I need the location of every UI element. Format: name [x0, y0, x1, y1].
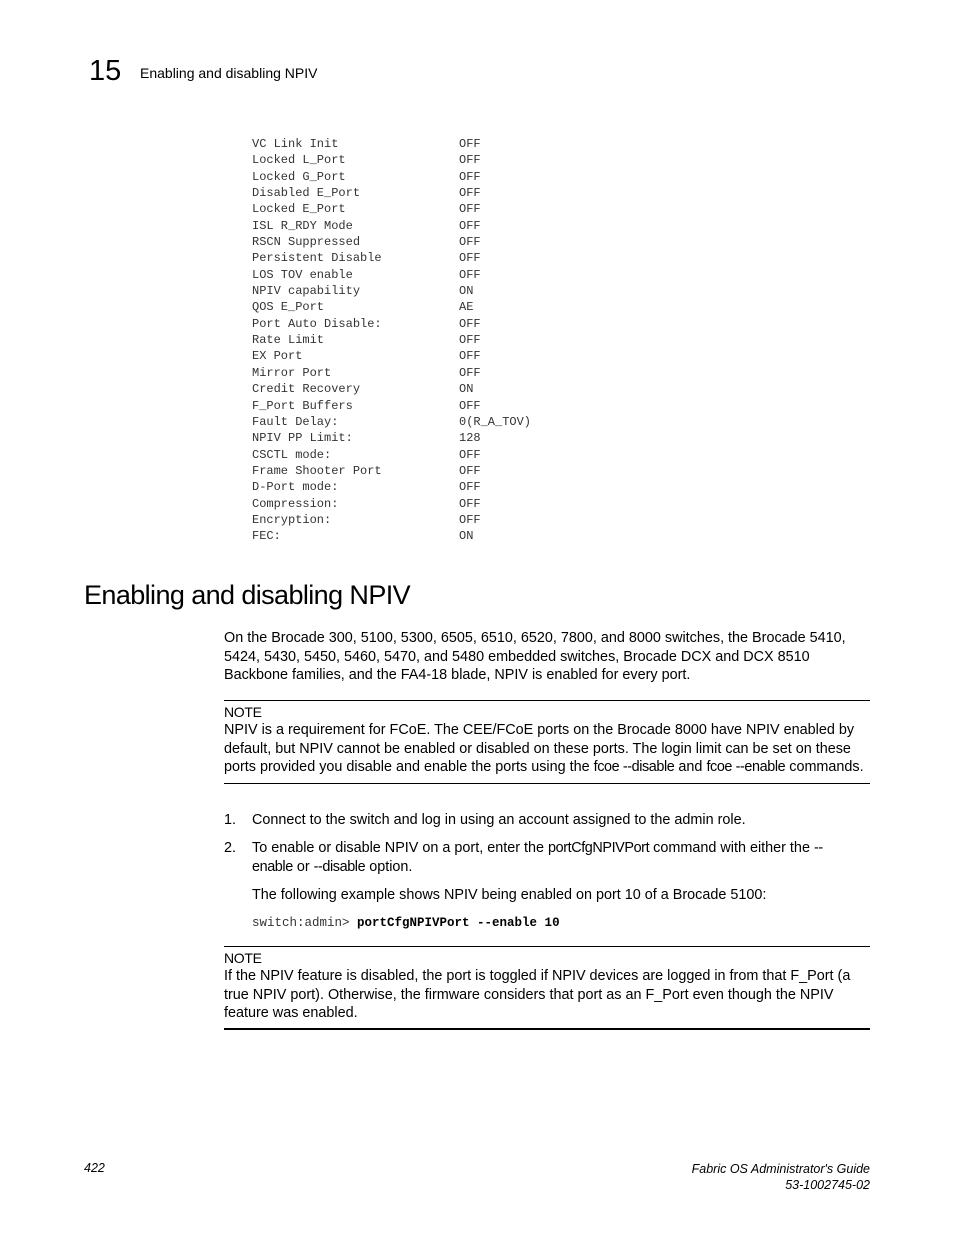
command-fcoe-disable: fcoe --disable — [593, 759, 675, 776]
config-key: FEC: — [252, 529, 281, 544]
config-value: OFF — [459, 267, 481, 282]
chapter-title: Enabling and disabling NPIV — [140, 65, 318, 81]
step-text-part: command with either the — [649, 840, 814, 856]
config-key: CSCTL mode: — [252, 447, 332, 462]
config-value: OFF — [459, 398, 481, 413]
note-text-part: and — [674, 759, 707, 776]
example-code — [252, 914, 560, 932]
config-value: OFF — [459, 447, 481, 462]
guide-title: Fabric OS Administrator's Guide — [691, 1162, 870, 1176]
config-key: Rate Limit — [252, 333, 325, 348]
config-key: Credit Recovery — [252, 382, 361, 397]
config-key: Port Auto Disable: — [252, 316, 382, 331]
note-box — [224, 946, 870, 1030]
cli-command: portCfgNPIVPort --enable 10 — [357, 916, 560, 930]
step-text-part: To enable or disable NPIV on a port, enter the — [252, 840, 548, 856]
config-key: Fault Delay: — [252, 414, 339, 429]
chapter-number: 15 — [89, 55, 122, 87]
note-text — [224, 721, 870, 777]
config-value: OFF — [459, 365, 481, 380]
config-key: Persistent Disable — [252, 251, 382, 266]
config-value: OFF — [459, 153, 481, 168]
config-key: Frame Shooter Port — [252, 463, 382, 478]
config-value: OFF — [459, 463, 481, 478]
step-number: 1. — [224, 812, 237, 828]
step-text-part: option. — [365, 858, 413, 875]
config-value: ON — [459, 382, 474, 397]
example-intro: The following example shows NPIV being enabled on port 10 of a Brocade 5100: — [252, 887, 767, 903]
config-value: OFF — [459, 316, 481, 331]
config-key: NPIV capability — [252, 284, 361, 299]
note-label: NOTE — [224, 950, 262, 966]
config-value: ON — [459, 284, 474, 299]
config-value: OFF — [459, 218, 481, 233]
page-footer — [692, 1161, 870, 1193]
note-text-part: commands. — [785, 759, 864, 776]
config-key: QOS E_Port — [252, 300, 325, 315]
config-key: ISL R_RDY Mode — [252, 218, 353, 233]
config-key: VC Link Init — [252, 137, 339, 151]
config-value: AE — [459, 300, 474, 315]
config-key: F_Port Buffers — [252, 398, 353, 413]
config-key: Mirror Port — [252, 365, 332, 380]
config-value: OFF — [459, 496, 481, 511]
config-key: NPIV PP Limit: — [252, 431, 353, 446]
config-value: OFF — [459, 333, 481, 348]
note-text-part: NPIV is a requirement for FCoE. The CEE/FCoE ports on the Brocade 8000 have NPIV enabled by default, but NPIV cannot be enabled or disabled on these ports. The login limit can be set on these ports provided you disable and enable the ports using the — [224, 722, 855, 776]
step-text: Connect to the switch and log in using an account assigned to the admin role. — [252, 812, 746, 828]
config-key: Locked G_Port — [252, 169, 346, 184]
config-value: ON — [459, 529, 474, 544]
config-value: OFF — [459, 202, 481, 217]
config-key: Disabled E_Port — [252, 186, 361, 201]
config-key: Locked L_Port — [252, 153, 346, 168]
note-box — [224, 700, 870, 784]
section-title: Enabling and disabling NPIV — [84, 580, 411, 610]
config-value: OFF — [459, 349, 481, 364]
command-portcfgnpivport: portCfgNPIVPort — [548, 840, 650, 856]
config-value: OFF — [459, 137, 481, 151]
step-text-part: or — [292, 858, 314, 875]
config-value: 128 — [459, 431, 481, 446]
doc-number: 53-1002745-02 — [785, 1178, 870, 1192]
config-value: 0(R_A_TOV) — [459, 414, 532, 429]
note-label: NOTE — [224, 704, 262, 720]
config-value: OFF — [459, 235, 481, 250]
config-value: OFF — [459, 186, 481, 201]
config-key: D-Port mode: — [252, 480, 339, 495]
command-fcoe-enable: fcoe --enable — [706, 759, 786, 776]
config-key: EX Port — [252, 349, 303, 364]
note-text: If the NPIV feature is disabled, the port is toggled if NPIV devices are logged in from that F_Port (a true NPIV port). Otherwise, the firmware considers that port as an F_Port even though the NPIV feature was enabled. — [224, 968, 851, 1022]
config-key: LOS TOV enable — [252, 267, 353, 282]
config-key: Locked E_Port — [252, 202, 346, 217]
step-number: 2. — [224, 840, 237, 856]
option-disable: --disable — [313, 858, 366, 875]
config-value: OFF — [459, 480, 481, 495]
config-key: RSCN Suppressed — [252, 235, 361, 250]
cli-prompt: switch:admin> — [252, 916, 358, 930]
config-key: Compression: — [252, 496, 339, 511]
page-number: 422 — [84, 1161, 105, 1175]
config-value: OFF — [459, 169, 481, 184]
config-key: Encryption: — [252, 512, 332, 527]
config-value: OFF — [459, 251, 481, 266]
config-value: OFF — [459, 512, 481, 527]
step-text — [252, 839, 862, 876]
intro-paragraph: On the Brocade 300, 5100, 5300, 6505, 6510, 6520, 7800, and 8000 switches, the Brocade 5410, 5424, 5430, 5450, 5460, 5470, and 5480 embedded switches, Brocade DCX and DCX 8510 Backbone families, and the FA4-18 blade, NPIV is enabled for every port. — [224, 630, 846, 684]
option-enable: --enable — [252, 840, 823, 875]
